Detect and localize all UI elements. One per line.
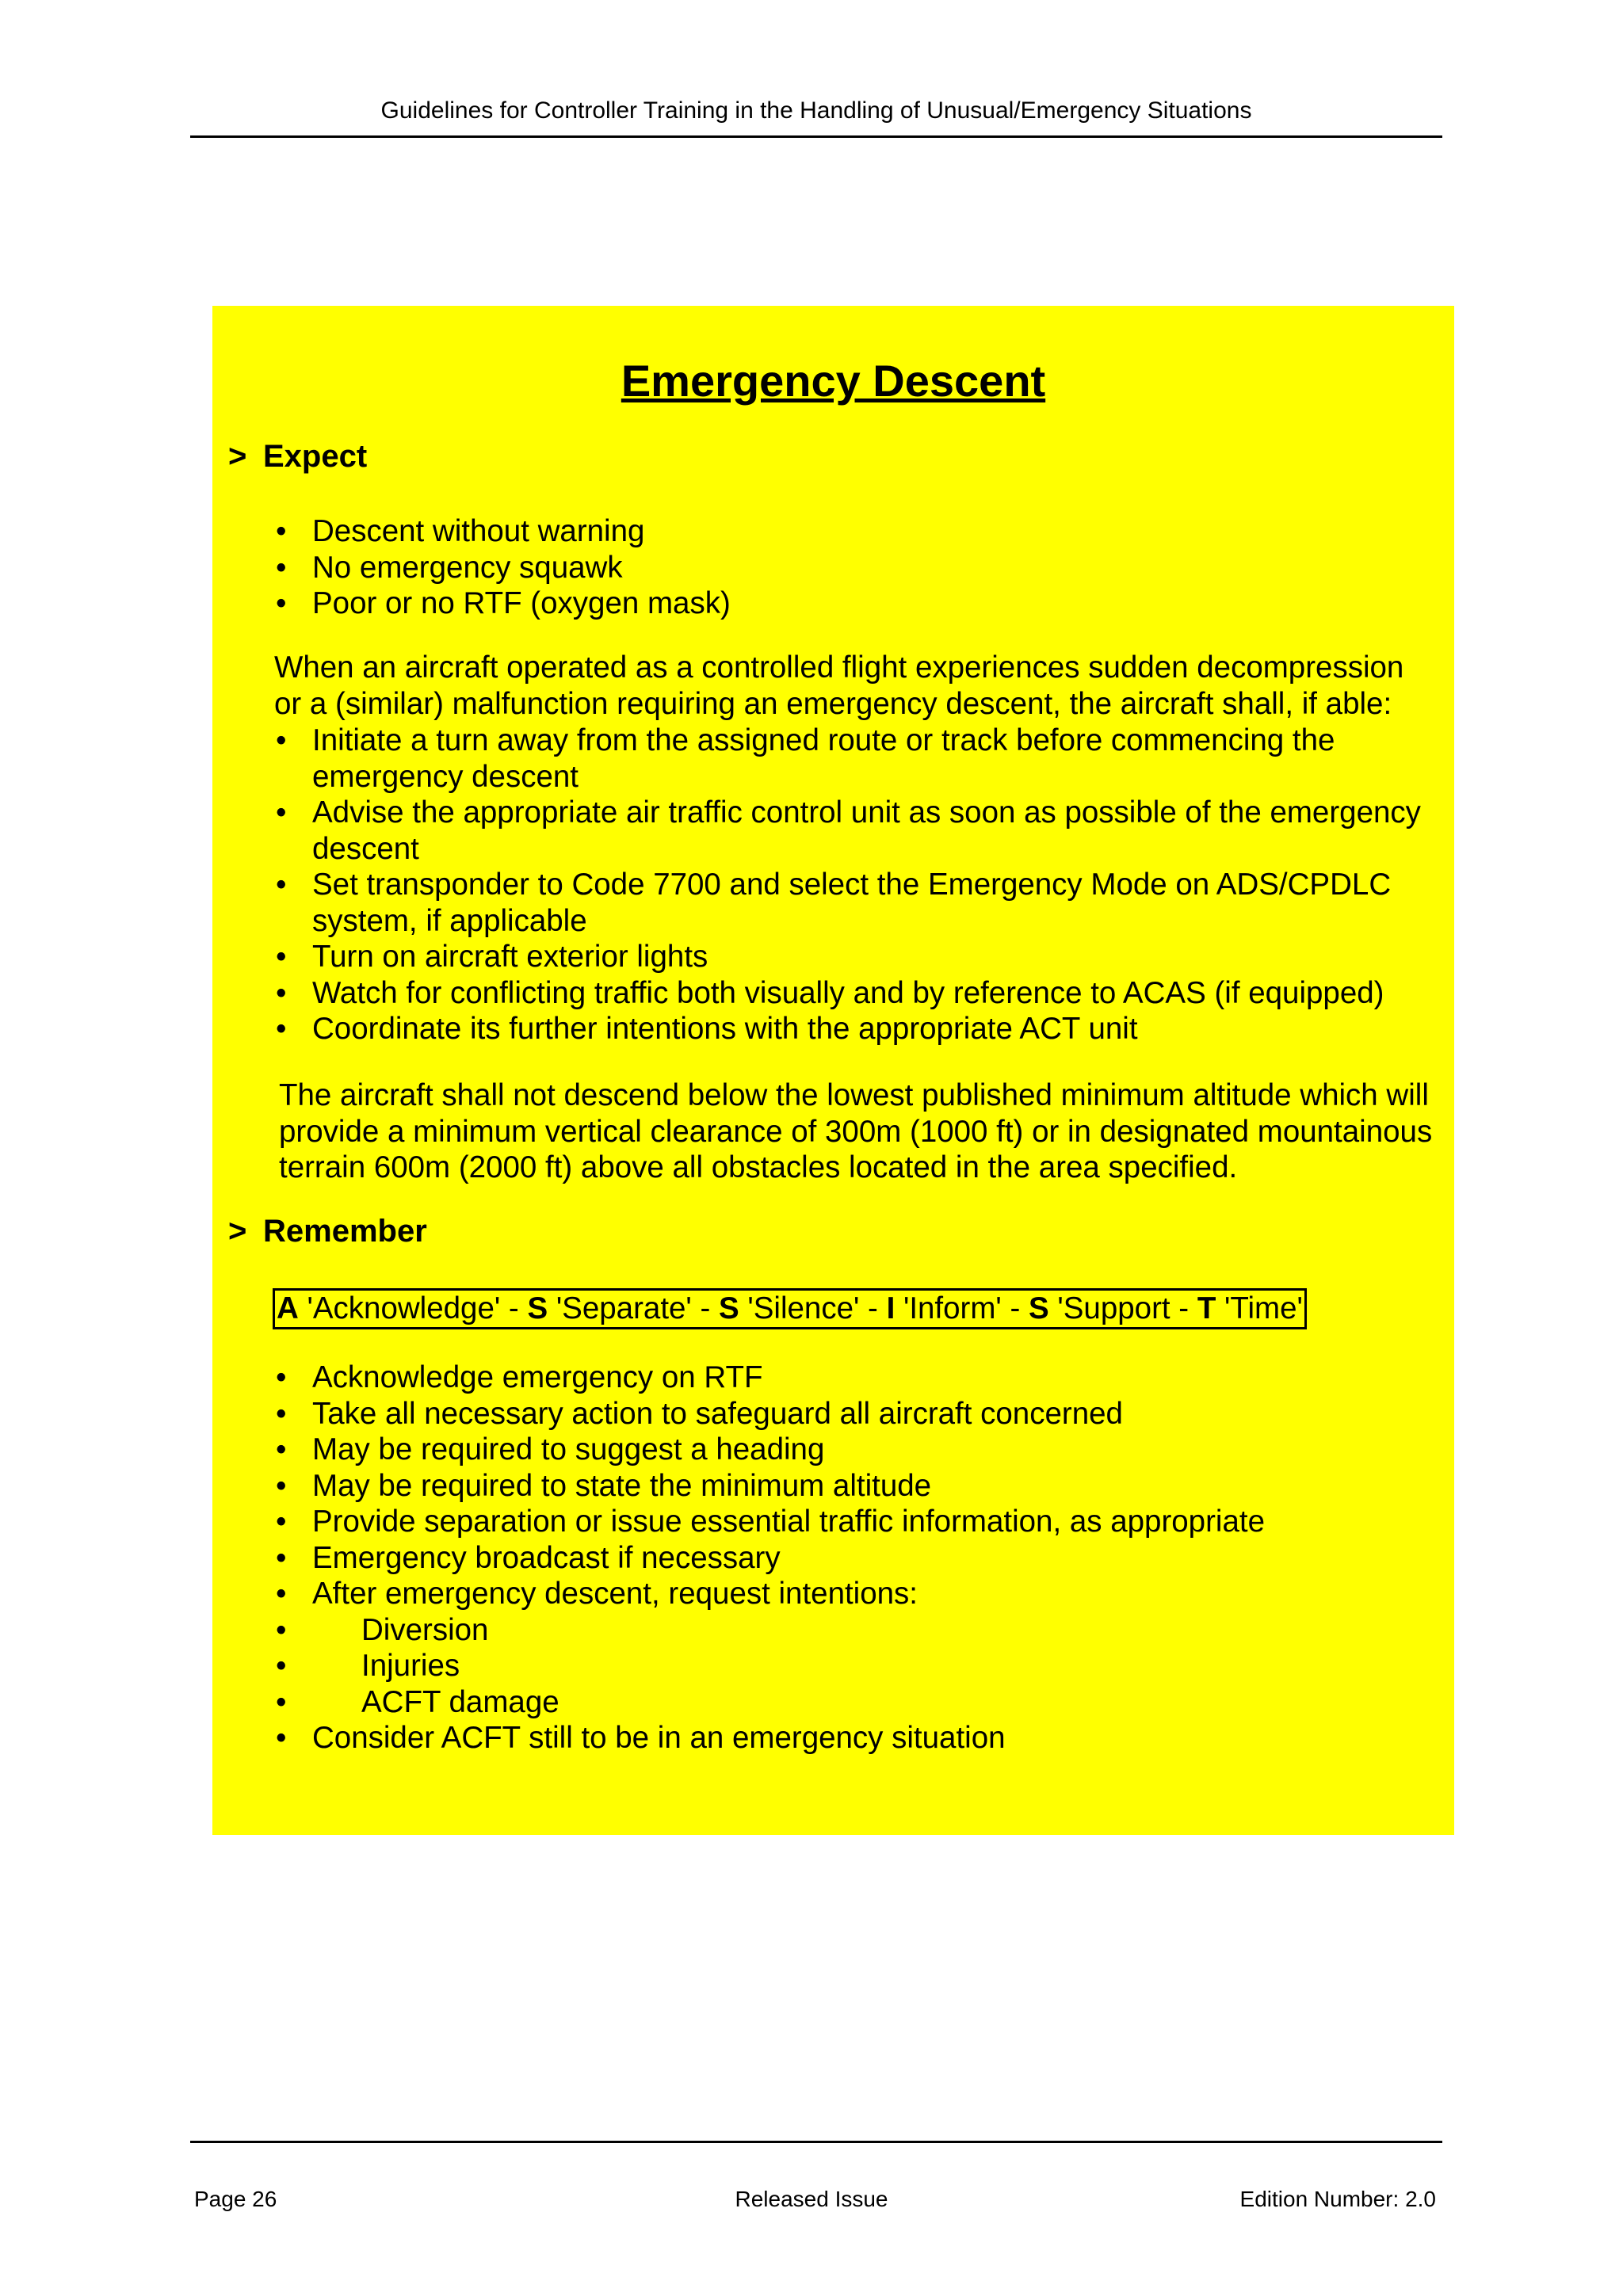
intentions-sublist — [312, 1612, 1431, 1721]
edition-number: Edition Number: 2.0 — [1239, 2187, 1436, 2211]
mnemonic-letter: T — [1197, 1291, 1216, 1325]
list-item: • Coordinate its further intentions with the appropriate ACT unit — [274, 1011, 1431, 1047]
actions-list — [274, 723, 1431, 1047]
remember-list — [274, 1360, 1431, 1756]
sub-list-item: • Injuries — [274, 1648, 1431, 1684]
list-item: • Turn on aircraft exterior lights — [274, 939, 1431, 975]
mnemonic-letter: A — [277, 1291, 299, 1325]
list-item: • May be required to suggest a heading — [274, 1432, 1431, 1468]
list-item — [274, 1576, 1431, 1720]
mnemonic-letter: S — [719, 1291, 739, 1325]
intro-paragraph: When an aircraft operated as a controlled flight experiences sudden decompression or a (similar) malfunction requiring an emergency descent, the aircraft shall, if able: — [274, 650, 1404, 721]
list-item: • Set transponder to Code 7700 and select the Emergency Mode on ADS/CPDLC system, if applicable — [274, 867, 1431, 939]
list-item: • No emergency squawk — [274, 550, 1431, 586]
mnemonic-text: 'Silence' - — [739, 1291, 887, 1325]
sub-list-item: • ACFT damage — [274, 1684, 1431, 1721]
expect-heading-label: Expect — [263, 439, 368, 474]
mnemonic-letter: S — [1029, 1291, 1049, 1325]
header-divider — [190, 135, 1442, 138]
list-item: • Emergency broadcast if necessary — [274, 1540, 1431, 1577]
list-item: • Acknowledge emergency on RTF — [274, 1360, 1431, 1396]
mnemonic-text: 'Support - — [1048, 1291, 1197, 1325]
remember-heading-label: Remember — [263, 1214, 427, 1249]
list-item: • Advise the appropriate air traffic control unit as soon as possible of the emergency descent — [274, 795, 1431, 867]
arrow-marker: > — [228, 439, 247, 474]
mnemonic-letter: I — [886, 1291, 896, 1325]
list-item: • Initiate a turn away from the assigned route or track before commencing the emergency descent — [274, 723, 1431, 795]
list-item: • Take all necessary action to safeguard all aircraft concerned — [274, 1396, 1431, 1432]
mnemonic-letter: S — [527, 1291, 548, 1325]
altitude-paragraph: The aircraft shall not descend below the lowest published minimum altitude which will provide a minimum vertical clearance of 300m (1000 ft) or in designated mountainous terrain 600m (2000 ft) above all obstacles located in the area specified. — [279, 1078, 1433, 1184]
emergency-descent-box — [212, 306, 1454, 1835]
footer-divider — [190, 2141, 1442, 2143]
release-status: Released Issue — [735, 2187, 888, 2211]
page-number: Page 26 — [194, 2187, 277, 2211]
list-item: • Consider ACFT still to be in an emergency situation — [274, 1720, 1431, 1756]
list-item: • Poor or no RTF (oxygen mask) — [274, 585, 1431, 622]
list-item: • May be required to state the minimum altitude — [274, 1468, 1431, 1505]
list-item: • Descent without warning — [274, 513, 1431, 550]
page-header: Guidelines for Controller Training in the Handling of Unusual/Emergency Situations — [380, 97, 1252, 124]
assist-mnemonic-box — [273, 1288, 1307, 1329]
expect-heading — [228, 437, 367, 475]
expect-list — [274, 513, 1431, 622]
mnemonic-text: 'Inform' - — [895, 1291, 1029, 1325]
remember-heading — [228, 1212, 427, 1250]
mnemonic-text: 'Acknowledge' - — [298, 1291, 528, 1325]
list-item: • Provide separation or issue essential traffic information, as appropriate — [274, 1504, 1431, 1540]
box-title: Emergency Descent — [621, 356, 1046, 406]
sub-list-item: • Diversion — [274, 1612, 1431, 1649]
mnemonic-text: 'Time' — [1216, 1291, 1303, 1325]
arrow-marker: > — [228, 1214, 247, 1249]
mnemonic-text: 'Separate' - — [548, 1291, 719, 1325]
list-item: • Watch for conflicting traffic both visually and by reference to ACAS (if equipped) — [274, 975, 1431, 1012]
list-item-label: After emergency descent, request intentions: — [312, 1577, 918, 1611]
